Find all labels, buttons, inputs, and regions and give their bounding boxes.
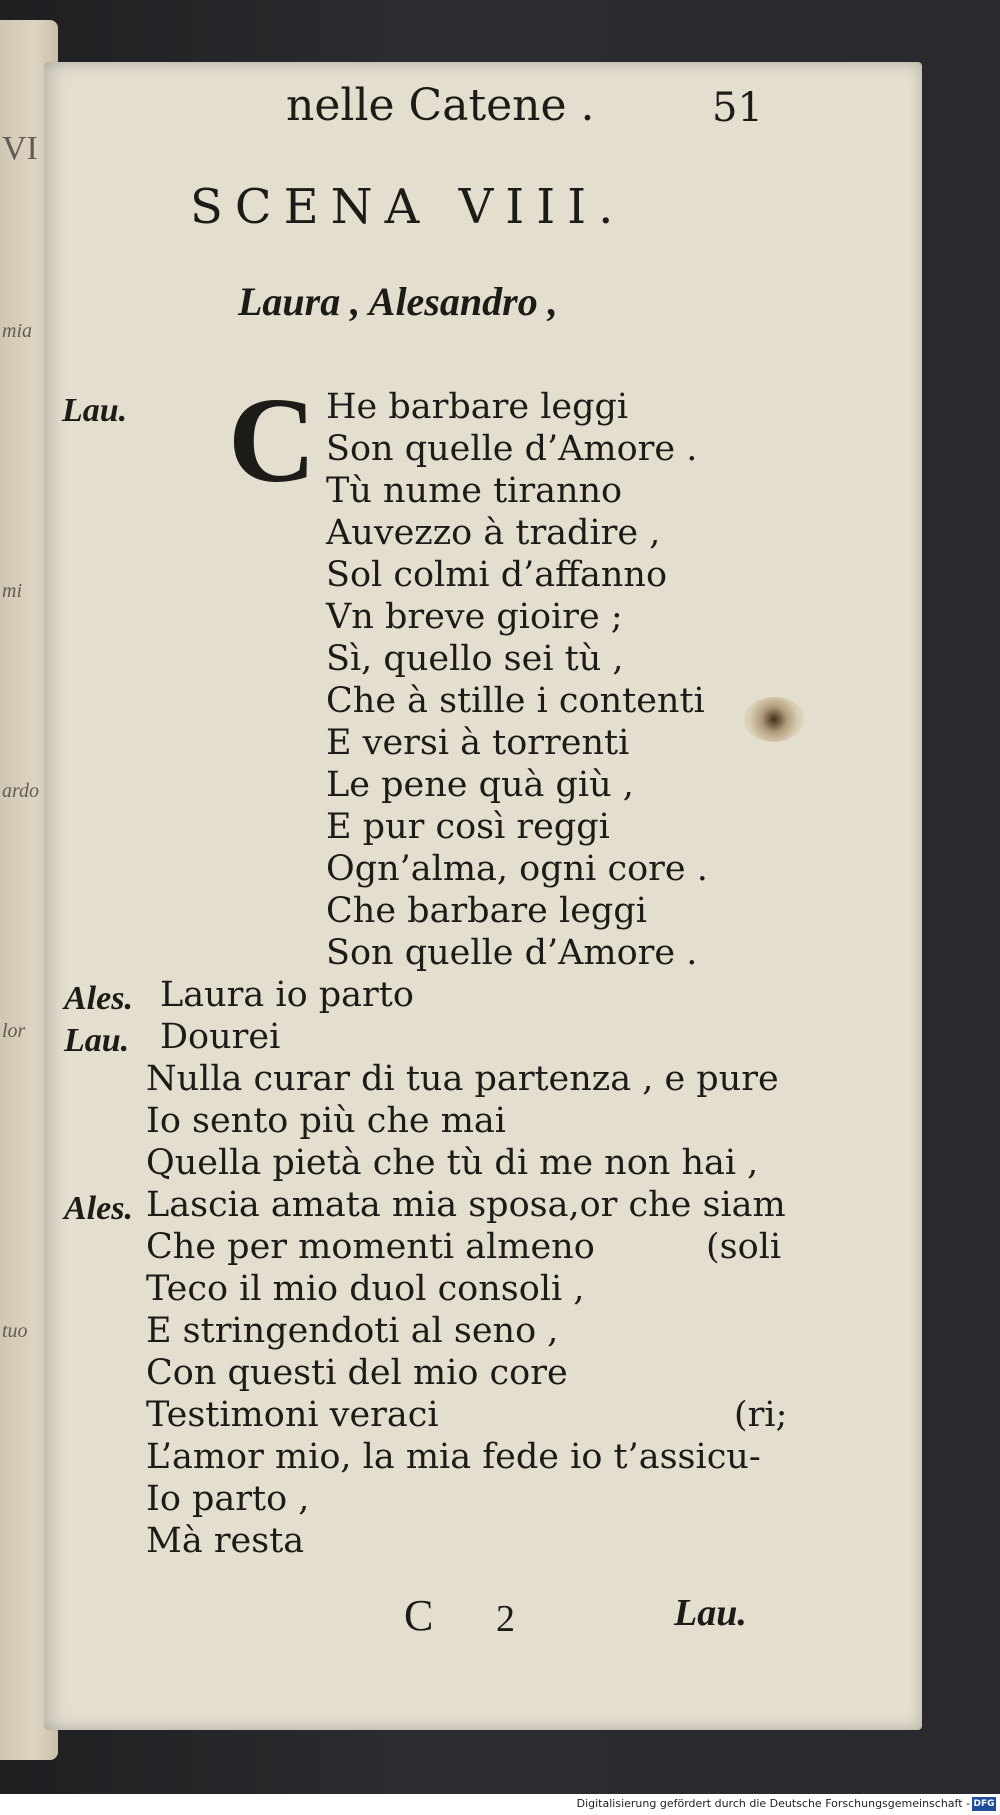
- verse-line: Le pene quà giù ,: [326, 765, 634, 805]
- verse-line: Nulla curar di tua partenza , e pure: [146, 1059, 779, 1099]
- verse-line: Testimoni veraci: [146, 1395, 439, 1435]
- verse-line: Vn breve gioire ;: [326, 597, 623, 637]
- verse-line: Son quelle d’Amore .: [326, 933, 698, 973]
- verse-line: Sì, quello sei tù ,: [326, 639, 624, 679]
- speaker-label: Lau.: [64, 1022, 130, 1059]
- prev-page-fragment: tuo: [2, 1320, 28, 1342]
- drop-cap: C: [228, 373, 317, 508]
- speaker-label: Ales.: [64, 980, 133, 1017]
- speaker-label: Lau.: [62, 392, 128, 429]
- dfg-logo: DFG: [973, 1799, 995, 1809]
- prev-page-fragment: mia: [2, 320, 32, 342]
- verse-line: Che per momenti almeno: [146, 1227, 595, 1267]
- prev-page-fragment: VI: [2, 130, 38, 167]
- verse-line: Sol colmi d’affanno: [326, 555, 668, 595]
- verse-line: Auvezzo à tradire ,: [326, 513, 661, 553]
- scene-title: SCENA VIII.: [190, 179, 626, 235]
- turnover-text: (soli: [706, 1227, 782, 1267]
- verse-line: Che barbare leggi: [326, 891, 647, 931]
- verse-line: Quella pietà che tù di me non hai ,: [146, 1143, 759, 1183]
- verse-line: Dourei: [160, 1017, 281, 1057]
- catchword: Lau.: [674, 1592, 747, 1634]
- footer-credit: Digitalisierung gefördert durch die Deutsche Forschungsgemeinschaft -: [576, 1797, 970, 1810]
- verse-line: Mà resta: [146, 1521, 305, 1561]
- verse-line: E stringendoti al seno ,: [146, 1311, 559, 1351]
- digitization-footer: [0, 1794, 1000, 1815]
- verse-line: Ogn’alma, ogni core .: [326, 849, 708, 889]
- verse-line: Io parto ,: [146, 1479, 310, 1519]
- verse-line: He barbare leggi: [326, 387, 629, 427]
- prev-page-fragment: mi: [2, 580, 22, 602]
- verse-line: Son quelle d’Amore .: [326, 429, 698, 469]
- verse-line: Lascia amata mia sposa,or che siam: [146, 1185, 786, 1225]
- verse-line: E pur così reggi: [326, 807, 610, 847]
- scene-speakers: Laura , Alesandro ,: [238, 279, 558, 324]
- prev-page-fragment: lor: [2, 1020, 26, 1042]
- verse-line: Con questi del mio core: [146, 1353, 568, 1393]
- ink-stain: [744, 697, 804, 742]
- verse-line: Io sento più che mai: [146, 1101, 506, 1141]
- prev-page-fragment: ardo: [2, 780, 40, 802]
- verse-line: Laura io parto: [160, 975, 414, 1015]
- verse-line: Che à stille i contenti: [326, 681, 705, 721]
- verse-line: Teco il mio duol consoli ,: [146, 1269, 585, 1309]
- signature-mark: C: [404, 1591, 434, 1640]
- turnover-text: (ri;: [734, 1395, 788, 1435]
- signature-number: 2: [496, 1598, 515, 1640]
- verse-line: E versi à torrenti: [326, 723, 630, 763]
- verse-line: L’amor mio, la mia fede io t’assicu-: [146, 1437, 761, 1477]
- running-head: nelle Catene .: [286, 80, 595, 131]
- speaker-label: Ales.: [64, 1190, 133, 1227]
- verse-line: Tù nume tiranno: [326, 471, 623, 511]
- page-number: 51: [712, 85, 763, 131]
